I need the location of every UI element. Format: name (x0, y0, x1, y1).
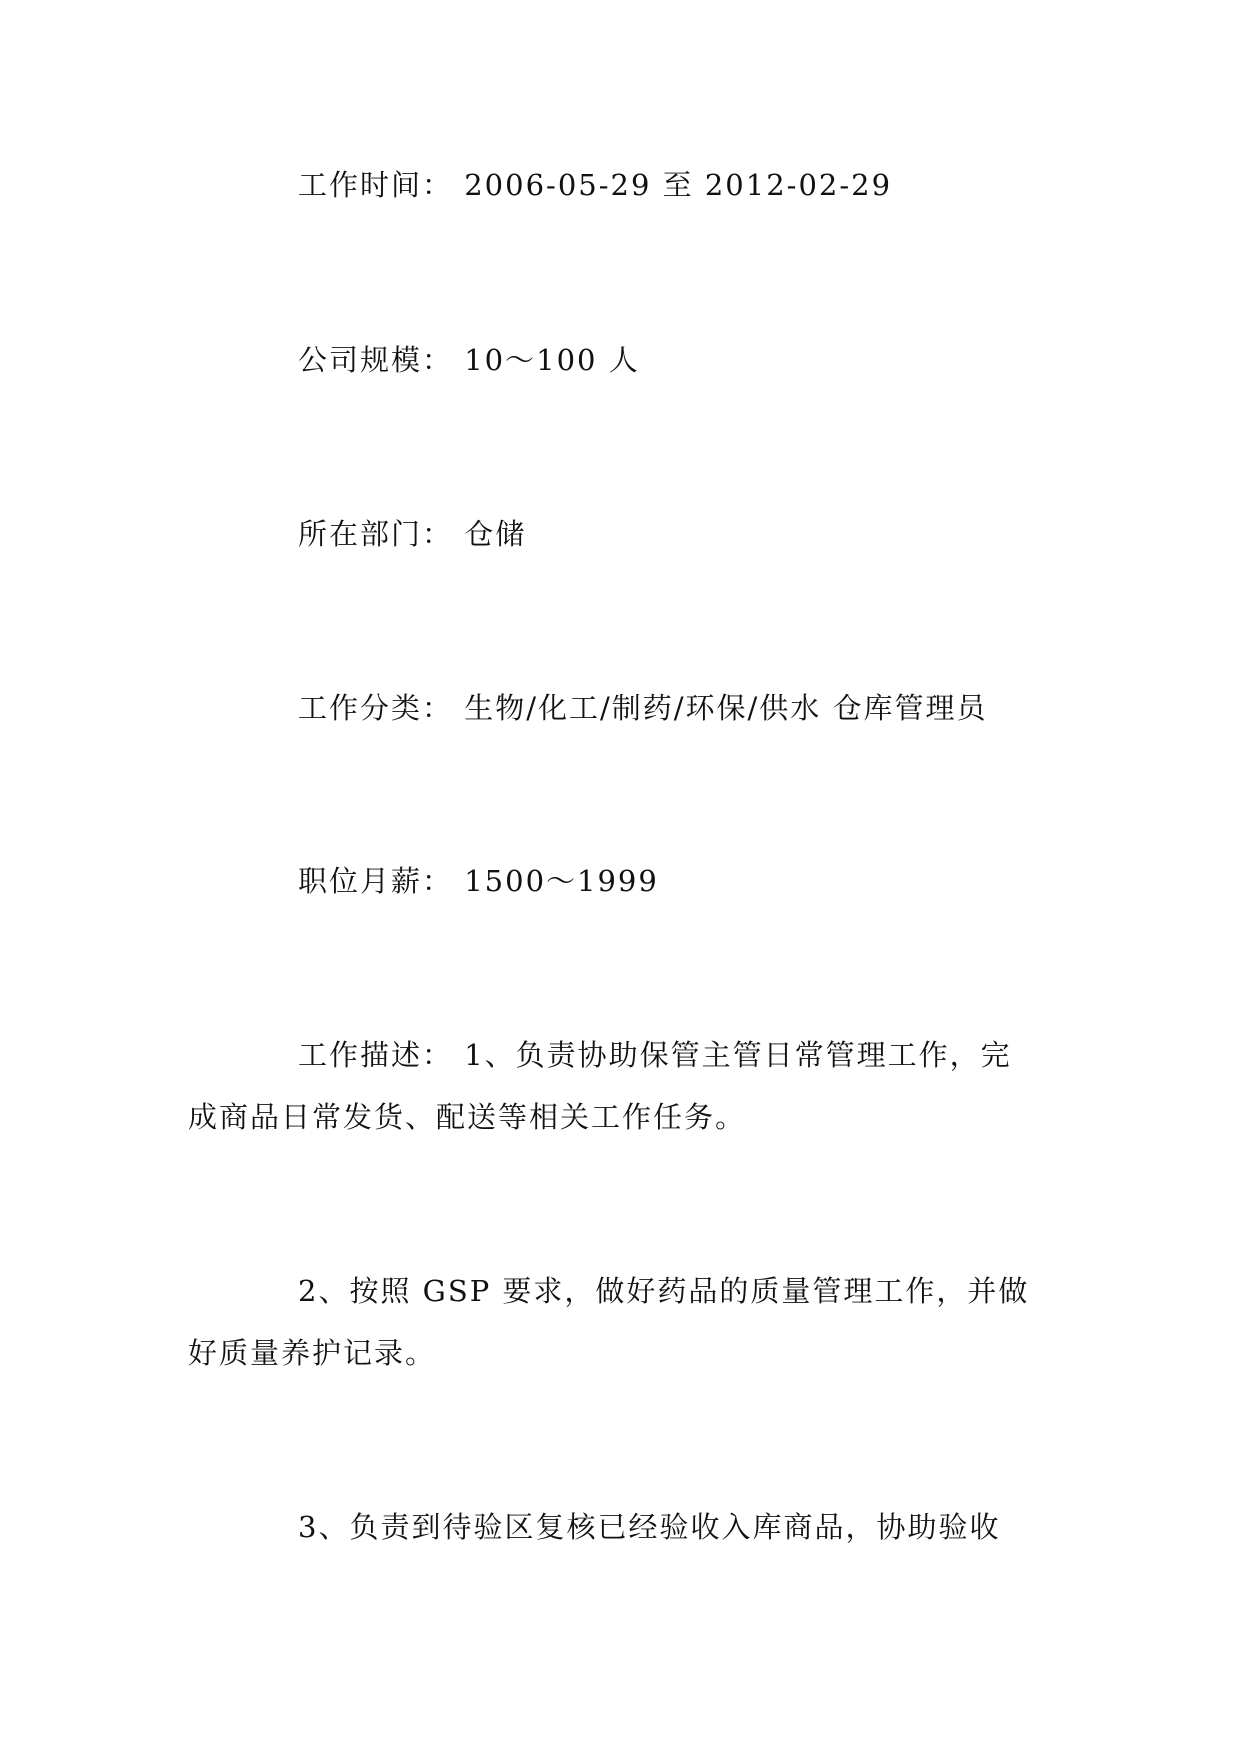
paragraph-1-line-1: 工作描述： 1、负责协助保管主管日常管理工作，完 (298, 1038, 1012, 1072)
paragraph-1-line-2: 成商品日常发货、配送等相关工作任务。 (188, 1100, 747, 1134)
field-monthly-salary: 职位月薪： 1500～1999 (298, 864, 659, 898)
field-company-size: 公司规模： 10～100 人 (298, 343, 640, 377)
paragraph-3-line-1: 3、负责到待验区复核已经验收入库商品，协助验收 (298, 1510, 1001, 1544)
field-work-period: 工作时间： 2006-05-29 至 2012-02-29 (298, 168, 893, 202)
paragraph-2-line-2: 好质量养护记录。 (188, 1336, 437, 1370)
paragraph-2-line-1: 2、按照 GSP 要求，做好药品的质量管理工作，并做 (298, 1274, 1030, 1308)
field-job-category: 工作分类： 生物/化工/制药/环保/供水 仓库管理员 (298, 691, 988, 725)
field-department: 所在部门： 仓储 (298, 517, 527, 551)
